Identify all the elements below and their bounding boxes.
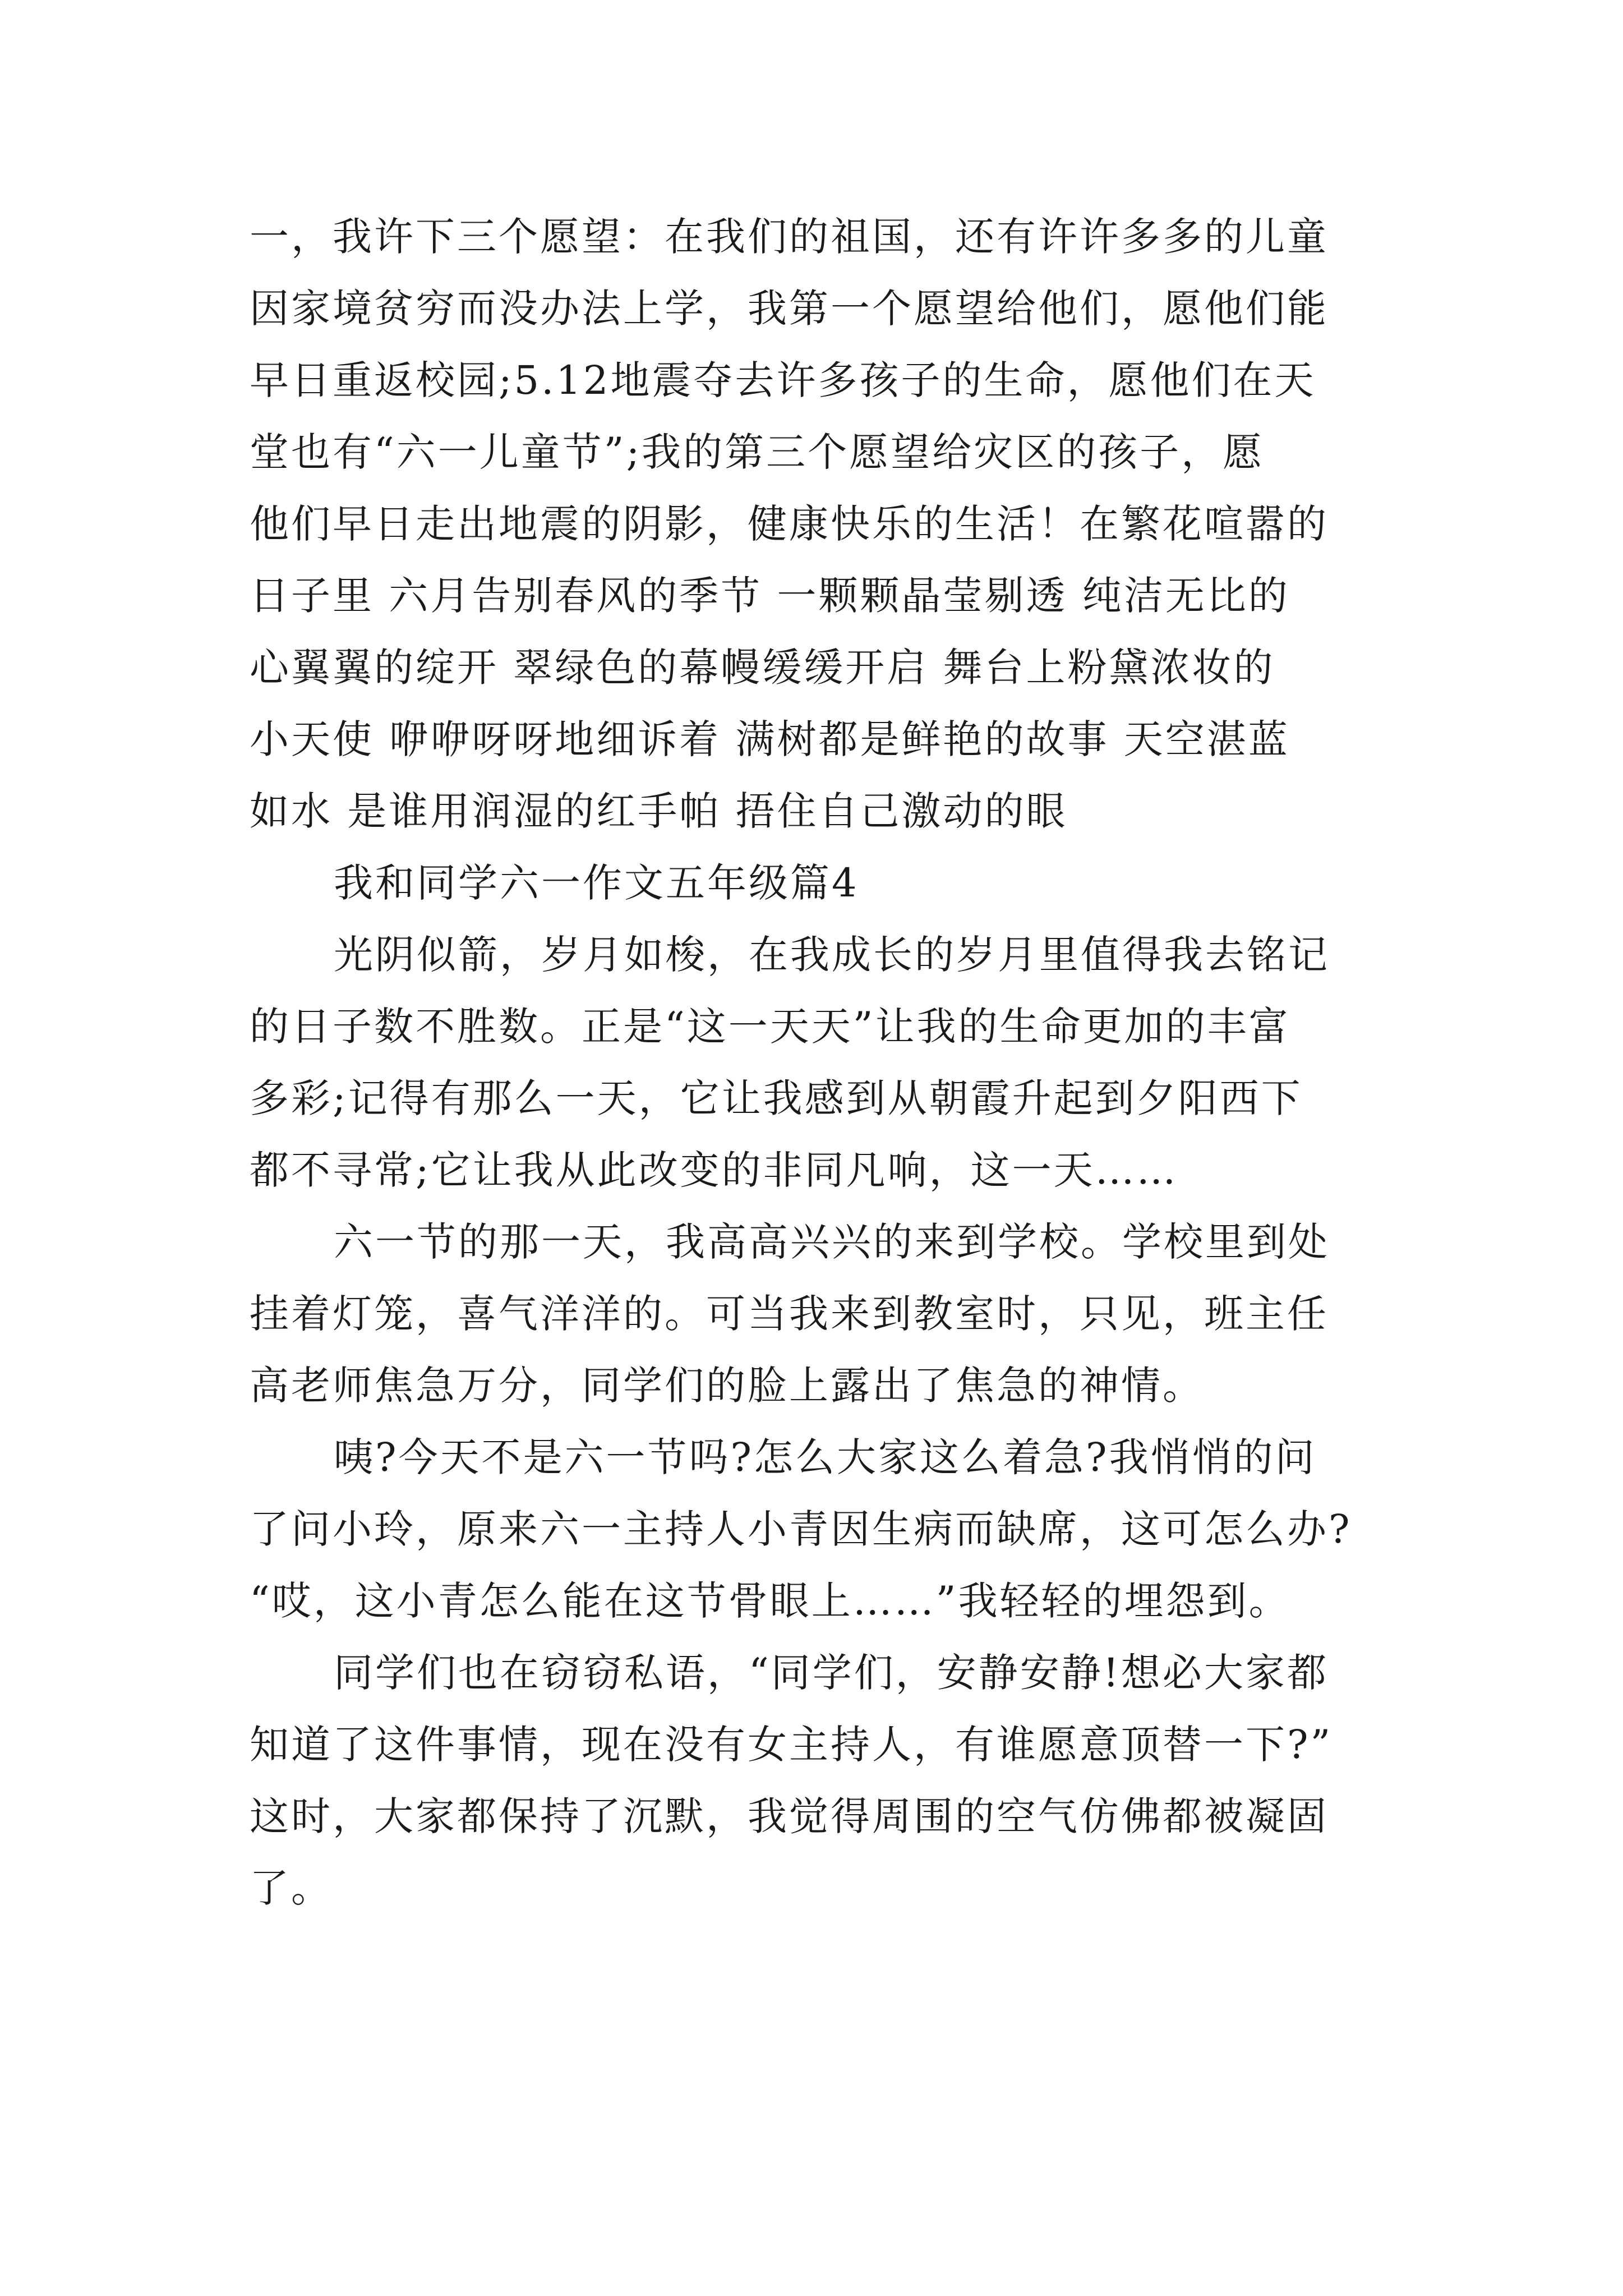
text-line: 高老师焦急万分，同学们的脸上露出了焦急的神情。	[250, 1363, 1204, 1409]
text-line: 了问小玲，原来六一主持人小青因生病而缺席，这可怎么办?	[250, 1506, 1352, 1552]
text-line: 同学们也在窃窃私语，“同学们，安静安静!想必大家都	[334, 1650, 1329, 1696]
text-line: “哎，这小青怎么能在这节骨眼上……”我轻轻的埋怨到。	[250, 1578, 1290, 1624]
text-line: 小天使 咿咿呀呀地细诉着 满树都是鲜艳的故事 天空湛蓝	[250, 716, 1290, 762]
text-line: 这时，大家都保持了沉默，我觉得周围的空气仿佛都被凝固	[250, 1793, 1329, 1839]
text-line: 多彩;记得有那么一天，它让我感到从朝霞升起到夕阳西下	[250, 1075, 1303, 1121]
text-line: 六一节的那一天，我高高兴兴的来到学校。学校里到处	[334, 1219, 1330, 1265]
text-line: 早日重返校园;5.12地震夺去许多孩子的生命，愿他们在天	[250, 357, 1316, 403]
text-line: 都不寻常;它让我从此改变的非同凡响，这一天……	[250, 1147, 1178, 1193]
section-heading: 我和同学六一作文五年级篇4	[334, 860, 859, 906]
text-line: 堂也有“六一儿童节”;我的第三个愿望给灾区的孩子，愿	[250, 429, 1265, 475]
text-line: 了。	[250, 1865, 333, 1911]
text-line: 挂着灯笼，喜气洋洋的。可当我来到教室时，只见，班主任	[250, 1291, 1329, 1337]
text-line: 的日子数不胜数。正是“这一天天”让我的生命更加的丰富	[250, 1004, 1290, 1050]
article-body	[250, 201, 1388, 1924]
text-line: 日子里 六月告别春风的季节 一颗颗晶莹剔透 纯洁无比的	[250, 573, 1290, 619]
text-line: 知道了这件事情，现在没有女主持人，有谁愿意顶替一下?”	[250, 1722, 1333, 1768]
text-line: 一，我许下三个愿望：在我们的祖国，还有许许多多的儿童	[250, 214, 1329, 260]
text-line: 因家境贫穷而没办法上学，我第一个愿望给他们，愿他们能	[250, 286, 1329, 332]
text-line: 咦?今天不是六一节吗?怎么大家这么着急?我悄悄的问	[334, 1434, 1317, 1480]
text-line: 心翼翼的绽开 翠绿色的幕幔缓缓开启 舞台上粉黛浓妆的	[250, 645, 1275, 691]
text-line: 如水 是谁用润湿的红手帕 捂住自己激动的眼	[250, 788, 1068, 834]
text-line: 光阴似箭，岁月如梭，在我成长的岁月里值得我去铭记	[334, 932, 1330, 978]
text-line: 他们早日走出地震的阴影，健康快乐的生活！在繁花喧嚣的	[250, 501, 1329, 547]
